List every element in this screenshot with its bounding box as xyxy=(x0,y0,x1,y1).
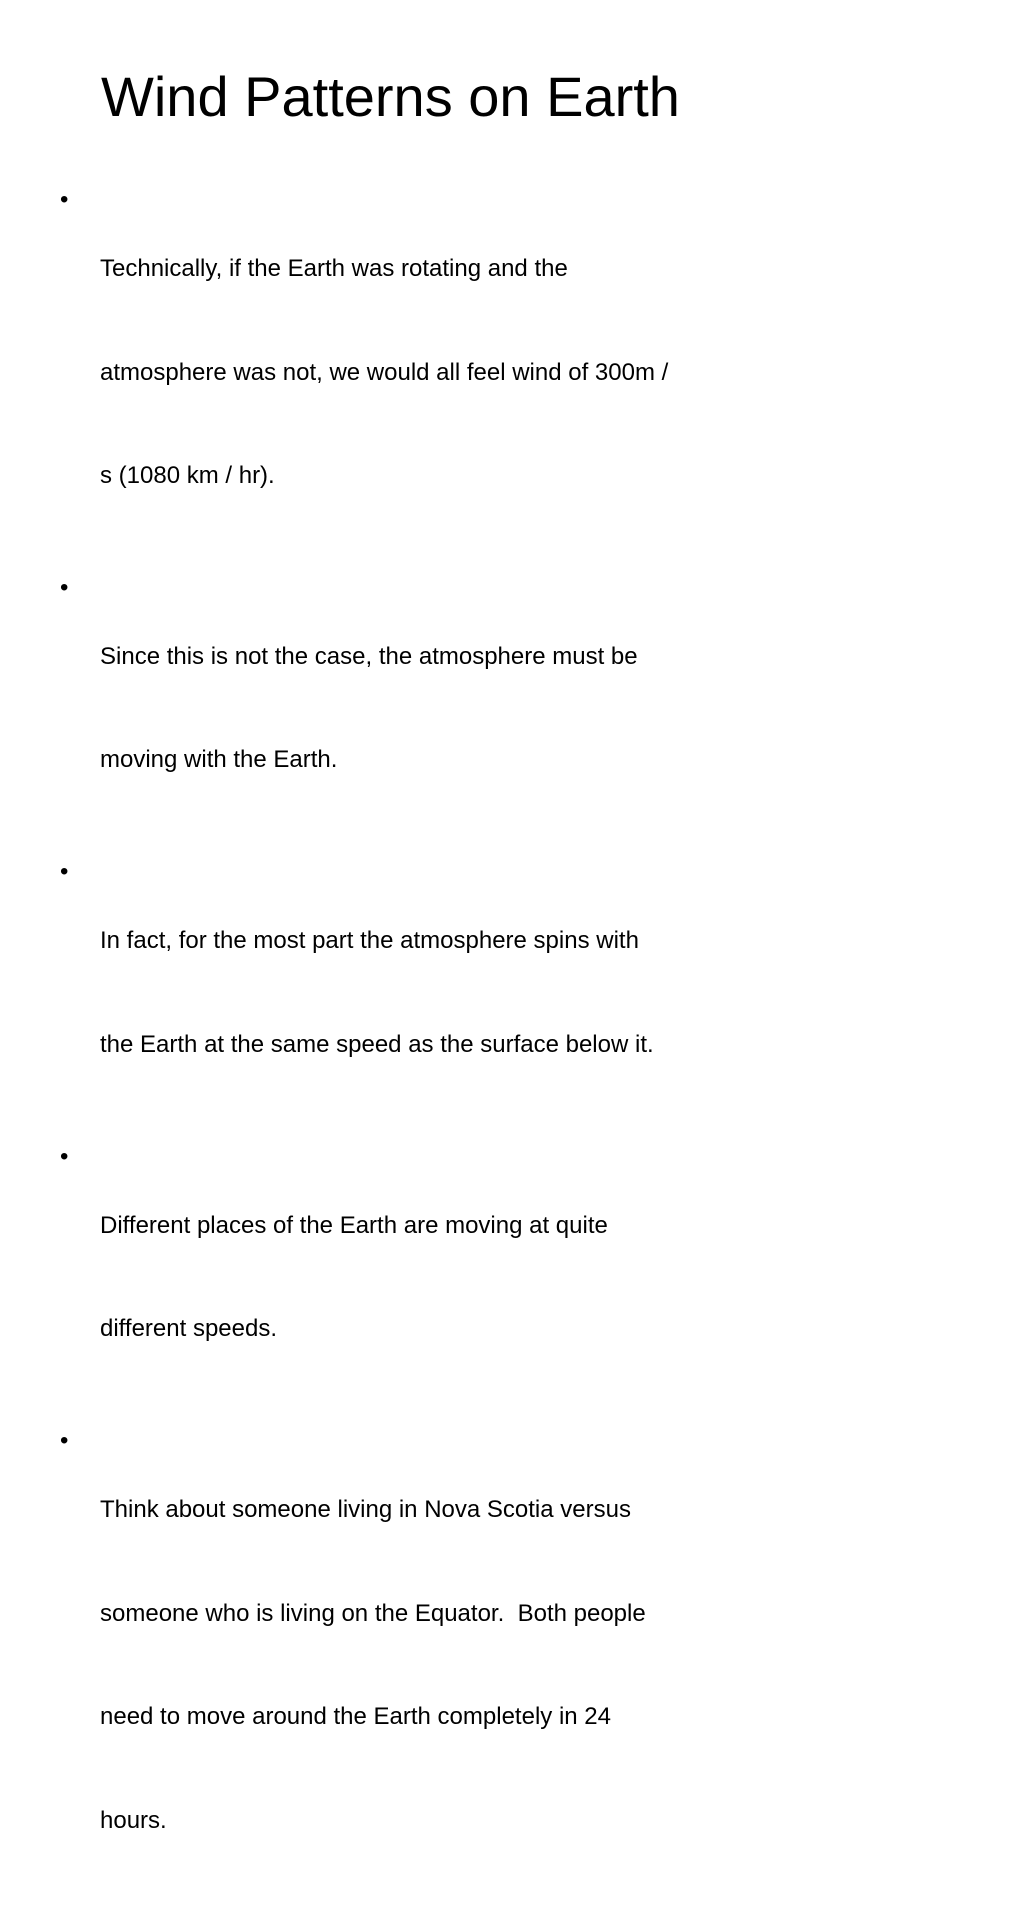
bullet-item xyxy=(60,1424,780,1907)
bullet-line: moving with the Earth. xyxy=(100,746,338,774)
bullet-icon: • xyxy=(60,573,69,601)
bullet-icon: • xyxy=(60,186,69,213)
bullet-line: Technically, if the Earth was rotating and the xyxy=(100,255,568,282)
bullet-line: need to move around the Earth completely in 24 xyxy=(100,1703,611,1731)
bullet-item xyxy=(60,855,780,1131)
bullet-text xyxy=(100,183,780,563)
bullet-icon: • xyxy=(60,858,69,886)
bullet-text xyxy=(100,571,780,847)
bullet-line: someone who is living on the Equator. Both people xyxy=(100,1599,646,1627)
bullet-line: Since this is not the case, the atmosphere must be xyxy=(100,642,638,670)
bullet-line: In fact, for the most part the atmosphere spins with xyxy=(100,927,639,955)
bullet-line: Different places of the Earth are moving at quite xyxy=(100,1211,608,1239)
bullet-line: different speeds. xyxy=(100,1315,278,1343)
bullet-line: atmosphere was not, we would all feel wind of 300m / xyxy=(100,358,669,386)
bullet-icon: • xyxy=(60,1142,69,1170)
bullet-item xyxy=(60,571,780,847)
bullet-line: the Earth at the same speed as the surface below it. xyxy=(100,1030,654,1058)
bullet-text xyxy=(100,1424,780,1907)
bullet-text xyxy=(100,855,780,1131)
bullet-list xyxy=(60,183,780,1915)
bullet-text xyxy=(100,1140,780,1416)
bullet-line: Think about someone living in Nova Scotia versus xyxy=(100,1496,631,1524)
bullet-item xyxy=(60,183,780,563)
bullet-line: s (1080 km / hr). xyxy=(100,462,275,489)
bullet-line: hours. xyxy=(100,1806,167,1834)
bullet-icon: • xyxy=(60,1427,69,1455)
slide-title: Wind Patterns on Earth xyxy=(101,65,680,128)
bullet-item xyxy=(60,1140,780,1416)
